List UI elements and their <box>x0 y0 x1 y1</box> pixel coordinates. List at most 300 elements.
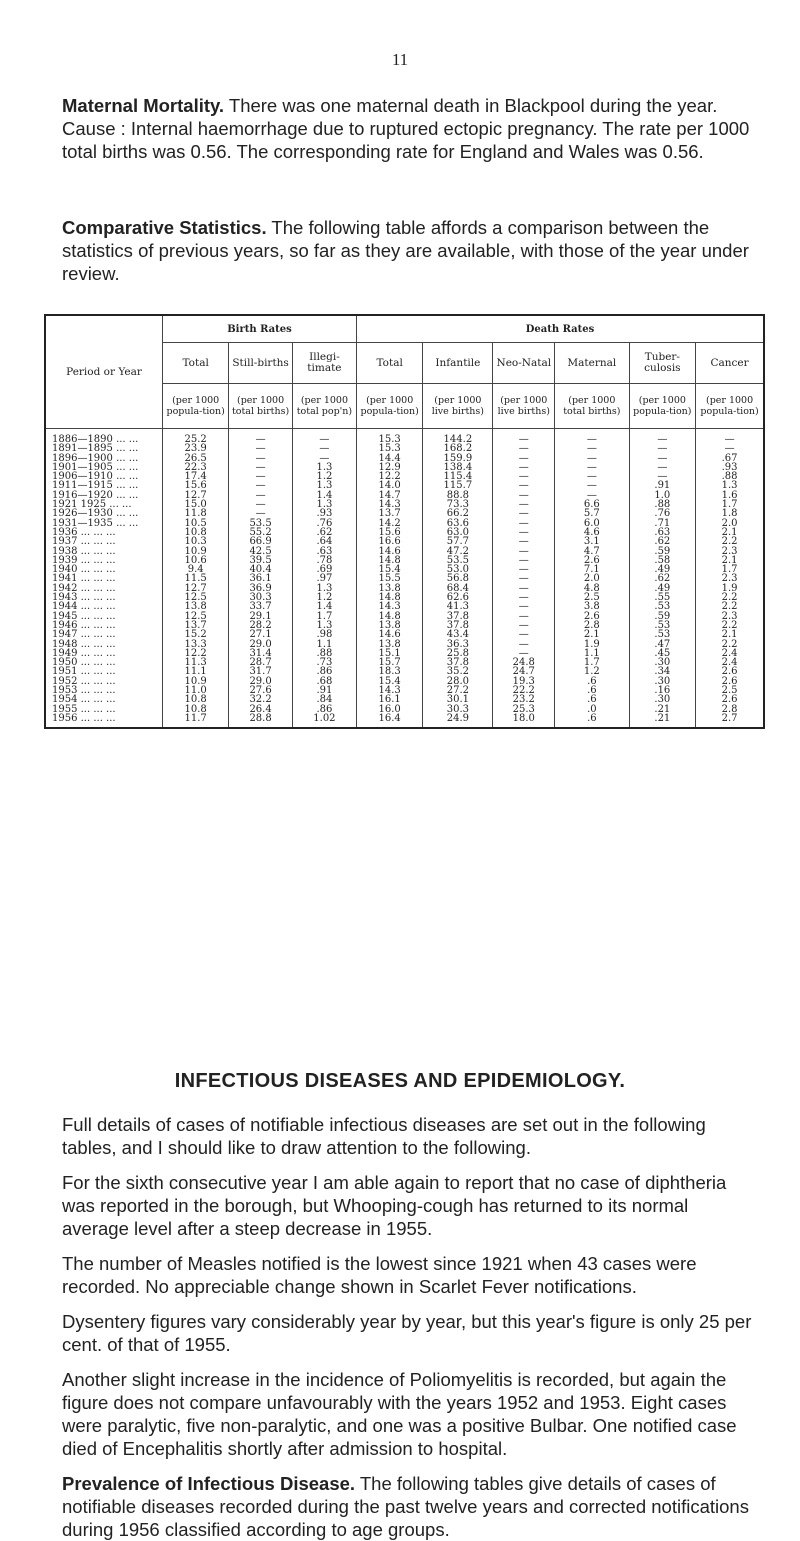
table-cell: .16 <box>629 686 696 695</box>
infectious-paragraph-3: The number of Measles notified is the lowest since 1921 when 43 cases were recorded. No appreciable change shown in Scarlet Fever notifications. <box>62 1253 697 1297</box>
table-cell: — <box>493 649 555 658</box>
table-cell: 1.3 <box>292 463 356 472</box>
table-cell: 25.8 <box>423 649 493 658</box>
table-cell: 1.2 <box>292 472 356 481</box>
table-cell: 2.7 <box>696 714 764 728</box>
table-cell: 42.5 <box>229 547 293 556</box>
period-header: Period or Year <box>45 315 163 429</box>
table-cell: 6.6 <box>555 500 629 509</box>
table-cell: — <box>229 463 293 472</box>
table-cell: 1.3 <box>292 500 356 509</box>
table-cell: 14.8 <box>357 593 423 602</box>
unit-header: (per 1000 total births) <box>229 384 293 429</box>
column-header: Cancer <box>696 343 764 384</box>
comparative-statistics-title: Comparative Statistics. <box>62 217 267 238</box>
table-cell: .47 <box>629 640 696 649</box>
unit-header: (per 1000 popula-tion) <box>629 384 696 429</box>
comparative-statistics-paragraph <box>62 216 752 285</box>
table-cell: 28.2 <box>229 621 293 630</box>
comparative-statistics-table <box>44 314 765 729</box>
table-cell: 36.9 <box>229 584 293 593</box>
table-cell: .68 <box>292 677 356 686</box>
table-cell: .63 <box>629 528 696 537</box>
table-cell: 68.4 <box>423 584 493 593</box>
infectious-paragraph-4: Dysentery figures vary considerably year by year, but this year's figure is only 25 per cent. of that of 1955. <box>62 1311 752 1355</box>
table-cell: 2.8 <box>696 705 764 714</box>
table-cell: 159.9 <box>423 454 493 463</box>
table-cell: 15.4 <box>357 677 423 686</box>
table-cell: 25.3 <box>493 705 555 714</box>
table-cell: 1.7 <box>696 500 764 509</box>
table-cell: 2.4 <box>696 658 764 667</box>
table-cell: 1.7 <box>696 565 764 574</box>
table-cell: 2.5 <box>555 593 629 602</box>
column-header: Total <box>357 343 423 384</box>
table-cell: 14.3 <box>357 602 423 611</box>
table-cell: 12.7 <box>163 491 229 500</box>
death-rates-header: Death Rates <box>357 315 764 343</box>
table-cell: 12.7 <box>163 584 229 593</box>
table-cell: 15.4 <box>357 565 423 574</box>
table-cell: 14.8 <box>357 612 423 621</box>
table-cell: 1.0 <box>629 491 696 500</box>
unit-header: (per 1000 total pop'n) <box>292 384 356 429</box>
table-cell: 1.7 <box>555 658 629 667</box>
table-cell: 13.8 <box>163 602 229 611</box>
table-cell: 16.0 <box>357 705 423 714</box>
table-cell: 2.6 <box>696 695 764 704</box>
table-cell: 1.02 <box>292 714 356 728</box>
prevalence-text: The following tables give details of cases of notifiable diseases recorded during the past twelve years and corrected notifications during 1956 classified according to age groups. <box>62 1473 749 1540</box>
table-cell: .34 <box>629 667 696 676</box>
period-cell: 1916—1920 ... ... <box>45 491 163 500</box>
table-cell: .49 <box>629 584 696 593</box>
table-cell: 3.8 <box>555 602 629 611</box>
table-cell: .6 <box>555 714 629 728</box>
period-cell: 1952 ... ... ... <box>45 677 163 686</box>
prevalence-paragraph <box>62 1472 752 1541</box>
table-cell: 2.5 <box>696 686 764 695</box>
infectious-paragraph-2: For the sixth consecutive year I am able again to report that no case of diphtheria was reported in the borough, but Whooping-cough has returned to its normal average level after a steep decrease in 1955. <box>62 1172 727 1239</box>
table-cell: — <box>493 621 555 630</box>
table-cell: 11.8 <box>163 509 229 518</box>
table-cell: 15.2 <box>163 630 229 639</box>
table-cell: 4.6 <box>555 528 629 537</box>
table-cell: 18.0 <box>493 714 555 728</box>
table-cell: — <box>493 528 555 537</box>
table-cell: 2.0 <box>555 574 629 583</box>
table-cell: 2.2 <box>696 621 764 630</box>
table-cell: 2.1 <box>696 528 764 537</box>
unit-header: (per 1000 total births) <box>555 384 629 429</box>
period-cell: 1921 1925 ... ... <box>45 500 163 509</box>
table-cell: — <box>493 454 555 463</box>
table-cell: — <box>493 500 555 509</box>
table-cell: 28.7 <box>229 658 293 667</box>
table-cell: — <box>493 547 555 556</box>
table-cell: 144.2 <box>423 429 493 445</box>
period-cell: 1891—1895 ... ... <box>45 444 163 453</box>
table-cell: 14.0 <box>357 481 423 490</box>
table-cell: 2.2 <box>696 602 764 611</box>
table-cell: 2.1 <box>696 630 764 639</box>
table-cell: — <box>493 593 555 602</box>
table-cell: 1.3 <box>292 621 356 630</box>
period-cell: 1951 ... ... ... <box>45 667 163 676</box>
table-cell: 1.4 <box>292 602 356 611</box>
period-cell: 1953 ... ... ... <box>45 686 163 695</box>
period-cell: 1896—1900 ... ... <box>45 454 163 463</box>
table-cell: — <box>229 500 293 509</box>
table-cell: 37.8 <box>423 612 493 621</box>
table-cell: 13.8 <box>357 584 423 593</box>
table-cell: 1.2 <box>555 667 629 676</box>
period-cell: 1939 ... ... ... <box>45 556 163 565</box>
table-cell: .45 <box>629 649 696 658</box>
table-row <box>45 429 764 445</box>
period-cell: 1886—1890 ... ... <box>45 429 163 445</box>
table-cell: .93 <box>696 463 764 472</box>
period-cell: 1938 ... ... ... <box>45 547 163 556</box>
table-body <box>45 429 764 729</box>
table-cell: .30 <box>629 695 696 704</box>
table-cell: 7.1 <box>555 565 629 574</box>
period-cell: 1940 ... ... ... <box>45 565 163 574</box>
table-cell: 12.5 <box>163 612 229 621</box>
table-cell: 10.9 <box>163 547 229 556</box>
table-cell: .58 <box>629 556 696 565</box>
table-cell: 17.4 <box>163 472 229 481</box>
period-cell: 1936 ... ... ... <box>45 528 163 537</box>
table-cell: .76 <box>629 509 696 518</box>
table-row <box>45 463 764 472</box>
period-cell: 1947 ... ... ... <box>45 630 163 639</box>
table-cell: .84 <box>292 695 356 704</box>
table-cell: 10.3 <box>163 537 229 546</box>
table-cell: 15.3 <box>357 444 423 453</box>
maternal-mortality-title: Maternal Mortality. <box>62 95 225 116</box>
table-cell: — <box>493 463 555 472</box>
table-cell: .88 <box>629 500 696 509</box>
table-cell: — <box>229 454 293 463</box>
table-cell: — <box>493 519 555 528</box>
column-header: Neo-Natal <box>493 343 555 384</box>
table-cell: 15.6 <box>163 481 229 490</box>
period-cell: 1944 ... ... ... <box>45 602 163 611</box>
period-cell: 1948 ... ... ... <box>45 640 163 649</box>
table-cell: 39.5 <box>229 556 293 565</box>
table-cell: 43.4 <box>423 630 493 639</box>
table-cell: 1.6 <box>696 491 764 500</box>
table-cell: 1.8 <box>696 509 764 518</box>
table-cell: 2.6 <box>555 612 629 621</box>
table-cell: — <box>696 444 764 453</box>
table-cell: — <box>629 444 696 453</box>
table-cell: 29.0 <box>229 677 293 686</box>
table-cell: .69 <box>292 565 356 574</box>
table-cell: — <box>229 472 293 481</box>
table-cell: .30 <box>629 677 696 686</box>
table-cell: .59 <box>629 547 696 556</box>
table-cell: 11.0 <box>163 686 229 695</box>
table-cell: 1.7 <box>292 612 356 621</box>
table-cell: — <box>229 444 293 453</box>
table-cell: 47.2 <box>423 547 493 556</box>
infectious-paragraph-1: Full details of cases of notifiable infectious diseases are set out in the following tables, and I should like to draw attention to the following. <box>62 1114 706 1158</box>
table-cell: — <box>493 630 555 639</box>
table-cell: 40.4 <box>229 565 293 574</box>
table-cell: 27.2 <box>423 686 493 695</box>
table-cell: 1.9 <box>555 640 629 649</box>
period-cell: 1956 ... ... ... <box>45 714 163 728</box>
table-cell: — <box>229 509 293 518</box>
table-cell: 35.2 <box>423 667 493 676</box>
table-cell: 115.7 <box>423 481 493 490</box>
table-cell: 138.4 <box>423 463 493 472</box>
table-cell: — <box>555 429 629 445</box>
table-cell: 36.3 <box>423 640 493 649</box>
table-cell: 1.9 <box>696 584 764 593</box>
table-cell: .91 <box>292 686 356 695</box>
table-cell: .62 <box>629 537 696 546</box>
table-cell: 53.0 <box>423 565 493 574</box>
table-cell: — <box>292 429 356 445</box>
table-cell: 10.5 <box>163 519 229 528</box>
table-cell: 25.2 <box>163 429 229 445</box>
table-cell: .73 <box>292 658 356 667</box>
table-cell: 11.1 <box>163 667 229 676</box>
column-header: Maternal <box>555 343 629 384</box>
period-cell: 1941 ... ... ... <box>45 574 163 583</box>
table-cell: 1.1 <box>555 649 629 658</box>
table-cell: .71 <box>629 519 696 528</box>
table-cell: .53 <box>629 630 696 639</box>
table-cell: 14.7 <box>357 491 423 500</box>
table-cell: 32.2 <box>229 695 293 704</box>
table-cell: .53 <box>629 602 696 611</box>
table-cell: — <box>629 429 696 445</box>
table-cell: 12.9 <box>357 463 423 472</box>
table-cell: 14.4 <box>357 454 423 463</box>
table-cell: 2.0 <box>696 519 764 528</box>
table-cell: 16.6 <box>357 537 423 546</box>
table-cell: — <box>229 481 293 490</box>
column-header: Tuber-culosis <box>629 343 696 384</box>
table-row <box>45 444 764 453</box>
table-cell: 10.9 <box>163 677 229 686</box>
period-cell: 1949 ... ... ... <box>45 649 163 658</box>
table-cell: 29.0 <box>229 640 293 649</box>
column-header: Illegi-timate <box>292 343 356 384</box>
table-cell: 22.3 <box>163 463 229 472</box>
table-cell: 27.6 <box>229 686 293 695</box>
unit-header: (per 1000 popula-tion) <box>357 384 423 429</box>
table-cell: 15.7 <box>357 658 423 667</box>
table-cell: 2.3 <box>696 574 764 583</box>
table-cell: 66.9 <box>229 537 293 546</box>
table-cell: 2.6 <box>555 556 629 565</box>
table-cell: 13.8 <box>357 640 423 649</box>
table-row <box>45 714 764 728</box>
table-cell: 28.0 <box>423 677 493 686</box>
table-cell: 13.3 <box>163 640 229 649</box>
table-cell: 12.5 <box>163 593 229 602</box>
table-cell: — <box>493 640 555 649</box>
table-cell: 41.3 <box>423 602 493 611</box>
period-cell: 1937 ... ... ... <box>45 537 163 546</box>
table-cell: 36.1 <box>229 574 293 583</box>
table-cell: — <box>493 602 555 611</box>
table-cell: .62 <box>292 528 356 537</box>
table-cell: 57.7 <box>423 537 493 546</box>
table-cell: 30.3 <box>423 705 493 714</box>
table-cell: .6 <box>555 677 629 686</box>
table-cell: .53 <box>629 621 696 630</box>
table-cell: 23.9 <box>163 444 229 453</box>
table-cell: .97 <box>292 574 356 583</box>
table-cell: .64 <box>292 537 356 546</box>
birth-rates-header: Birth Rates <box>163 315 357 343</box>
table-cell: — <box>292 444 356 453</box>
unit-header: (per 1000 popula-tion) <box>696 384 764 429</box>
table-cell: .86 <box>292 705 356 714</box>
period-cell: 1954 ... ... ... <box>45 695 163 704</box>
table-cell: — <box>555 472 629 481</box>
table-cell: 1.3 <box>292 584 356 593</box>
period-cell: 1955 ... ... ... <box>45 705 163 714</box>
table-cell: — <box>493 584 555 593</box>
column-header: Total <box>163 343 229 384</box>
table-cell: 31.7 <box>229 667 293 676</box>
table-cell: .76 <box>292 519 356 528</box>
table-cell: 24.7 <box>493 667 555 676</box>
table-cell: 53.5 <box>423 556 493 565</box>
table-cell: 37.8 <box>423 621 493 630</box>
table-cell: 29.1 <box>229 612 293 621</box>
table-cell: 10.6 <box>163 556 229 565</box>
table-cell: 66.2 <box>423 509 493 518</box>
table-cell: 10.8 <box>163 528 229 537</box>
table-cell: — <box>629 454 696 463</box>
table-cell: — <box>555 444 629 453</box>
table-cell: .6 <box>555 686 629 695</box>
table-cell: .6 <box>555 695 629 704</box>
period-cell: 1926—1930 ... ... <box>45 509 163 518</box>
table-cell: 2.8 <box>555 621 629 630</box>
table-cell: — <box>493 491 555 500</box>
table-cell: 4.7 <box>555 547 629 556</box>
table-cell: .98 <box>292 630 356 639</box>
table-cell: 3.1 <box>555 537 629 546</box>
period-cell: 1931—1935 ... ... <box>45 519 163 528</box>
table-cell: 2.2 <box>696 593 764 602</box>
table-cell: 1.1 <box>292 640 356 649</box>
table-cell: — <box>493 565 555 574</box>
table-cell: — <box>493 612 555 621</box>
table-cell: .88 <box>696 472 764 481</box>
table-cell: .78 <box>292 556 356 565</box>
unit-header: (per 1000 live births) <box>493 384 555 429</box>
table-cell: 11.5 <box>163 574 229 583</box>
infectious-diseases-heading: INFECTIOUS DISEASES AND EPIDEMIOLOGY. <box>174 1070 626 1092</box>
table-cell: 11.3 <box>163 658 229 667</box>
table-cell: — <box>493 481 555 490</box>
table-cell: 26.4 <box>229 705 293 714</box>
table-cell: 55.2 <box>229 528 293 537</box>
table-cell: .49 <box>629 565 696 574</box>
table-cell: 14.8 <box>357 556 423 565</box>
table-cell: 6.0 <box>555 519 629 528</box>
table-cell: 2.4 <box>696 649 764 658</box>
table-cell: 2.3 <box>696 612 764 621</box>
table-cell: — <box>696 429 764 445</box>
period-cell: 1945 ... ... ... <box>45 612 163 621</box>
table-cell: 2.2 <box>696 537 764 546</box>
table-cell: 88.8 <box>423 491 493 500</box>
table-cell: .55 <box>629 593 696 602</box>
table-cell: — <box>229 491 293 500</box>
table-cell: 2.3 <box>696 547 764 556</box>
table-cell: 26.5 <box>163 454 229 463</box>
table-cell: 56.8 <box>423 574 493 583</box>
table-row <box>45 454 764 463</box>
period-cell: 1943 ... ... ... <box>45 593 163 602</box>
table-cell: 30.3 <box>229 593 293 602</box>
table-cell: 2.6 <box>696 667 764 676</box>
table-cell: — <box>493 472 555 481</box>
table-cell: — <box>555 454 629 463</box>
period-cell: 1906—1910 ... ... <box>45 472 163 481</box>
table-cell: .30 <box>629 658 696 667</box>
table-cell: 14.3 <box>357 686 423 695</box>
table-cell: 12.2 <box>357 472 423 481</box>
table-cell: 2.6 <box>696 677 764 686</box>
table-cell: 19.3 <box>493 677 555 686</box>
table-cell: 63.0 <box>423 528 493 537</box>
table-cell: 15.1 <box>357 649 423 658</box>
table-cell: 5.7 <box>555 509 629 518</box>
table-cell: .21 <box>629 714 696 728</box>
table-cell: — <box>292 454 356 463</box>
table-cell: — <box>629 463 696 472</box>
period-cell: 1950 ... ... ... <box>45 658 163 667</box>
table-cell: 4.8 <box>555 584 629 593</box>
table-cell: 23.2 <box>493 695 555 704</box>
table-cell: — <box>555 463 629 472</box>
table-cell: — <box>493 574 555 583</box>
table-cell: 13.8 <box>357 621 423 630</box>
period-cell: 1901—1905 ... ... <box>45 463 163 472</box>
table-cell: — <box>493 429 555 445</box>
table-cell: .88 <box>292 649 356 658</box>
table-cell: .91 <box>629 481 696 490</box>
table-cell: 62.6 <box>423 593 493 602</box>
maternal-mortality-text: There was one maternal death in Blackpool during the year. Cause : Internal haemorrhage due to ruptured ectopic pregnancy. The rate per 1000 total births was 0.56. The corresponding rate for England and Wales was 0.56. <box>62 95 750 162</box>
table-cell: 2.1 <box>555 630 629 639</box>
period-cell: 1942 ... ... ... <box>45 584 163 593</box>
table-cell: .63 <box>292 547 356 556</box>
table-cell: 16.1 <box>357 695 423 704</box>
table-cell: 24.9 <box>423 714 493 728</box>
unit-header: (per 1000 live births) <box>423 384 493 429</box>
table-cell: — <box>555 481 629 490</box>
infectious-paragraph-5: Another slight increase in the incidence of Poliomyelitis is recorded, but again the figure does not compare unfavourably with the years 1952 and 1953. Eight cases were paralytic, five non-paralytic, and one was a positive Bulbar. One notified case died of Encephalitis shortly after admission to hospital. <box>62 1369 737 1459</box>
table-cell: 73.3 <box>423 500 493 509</box>
table-cell: 16.4 <box>357 714 423 728</box>
table-cell: 15.6 <box>357 528 423 537</box>
table-cell: 9.4 <box>163 565 229 574</box>
prevalence-title: Prevalence of Infectious Disease. <box>62 1473 356 1494</box>
